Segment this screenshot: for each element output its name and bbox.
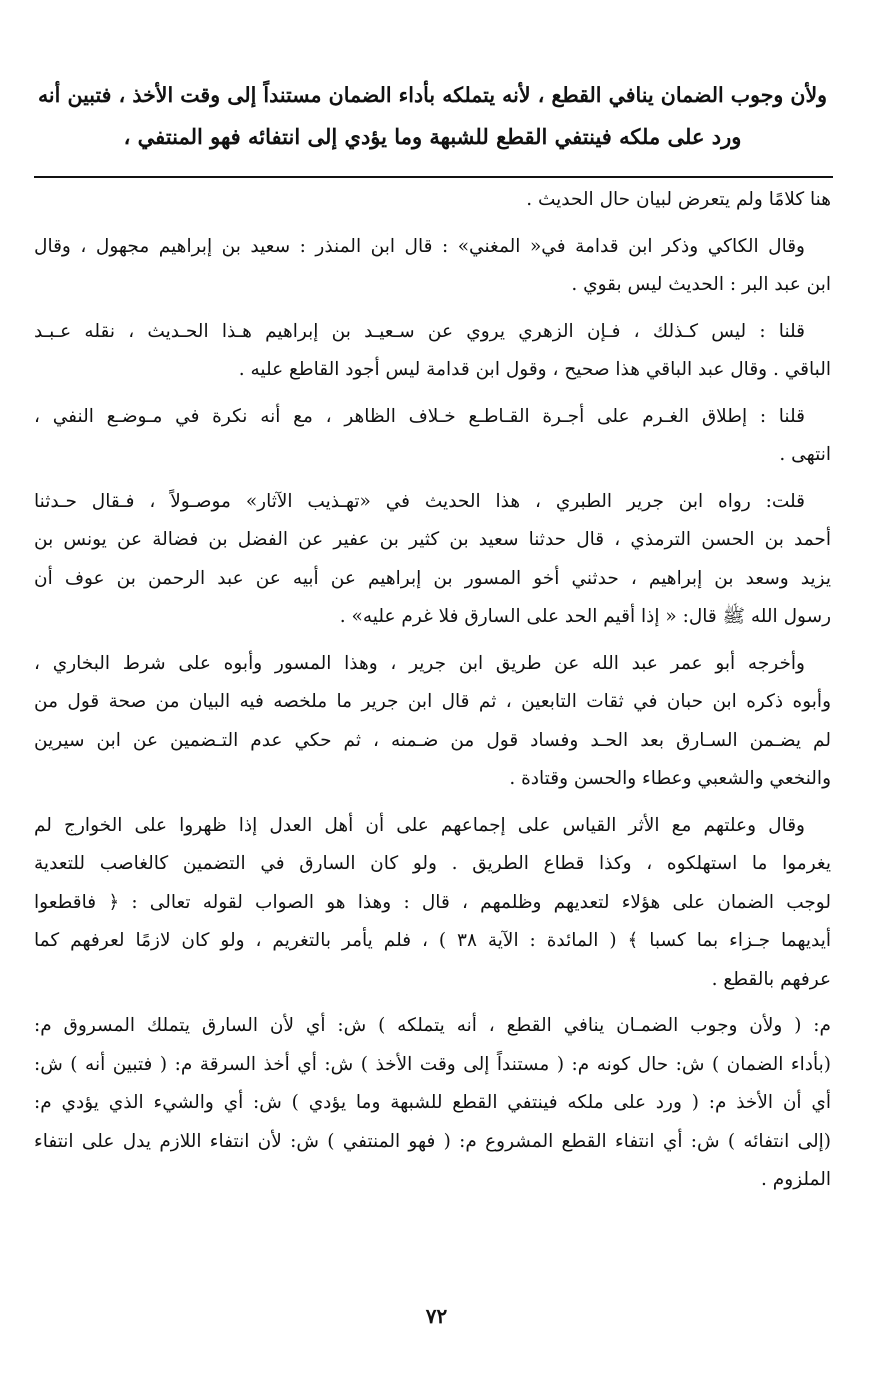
text-line: الملزوم .: [761, 1169, 831, 1190]
paragraph: [34, 1007, 831, 1200]
text-line: قلت: رواه ابن جرير الطبري ، هذا الحديث في «تهـذيب الآثار» موصـولاً ، فـقال حـدثنا: [34, 490, 805, 512]
text-line: عرفهم بالقطع .: [711, 968, 831, 990]
text-line: (إلى انتفائه ) ش: أي انتفاء القطع المشروع م: ( فهو المنتفي ) ش: لأن انتفاء اللازم يدل على انتفاء: [34, 1130, 831, 1152]
text-line: ابن عبد البر : الحديث ليس بقوي .: [571, 274, 831, 295]
paragraph: [34, 483, 831, 637]
text-line: قلنا : إطلاق الغـرم على أجـرة القـاطـع خـلاف الظاهر ، مع أنه نكرة في مـوضـع النفي ،: [34, 405, 805, 427]
text-line: رسول الله ﷺ قال: « إذا أقيم الحد على السارق فلا غرم عليه» .: [339, 606, 831, 627]
separator-rule: [34, 176, 833, 178]
text-line: يغرموا ما استهلكوه ، وكذا قطاع الطريق . ولو كان السارق في التضمين كالغاصب للتعدية: [34, 853, 831, 874]
text-line: وأخرجه أبو عمر عبد الله عن طريق ابن جرير ، وهذا المسور وأبوه على شرط البخاري ،: [34, 652, 805, 674]
text-line: (بأداء الضمان ) ش: حال كونه م: ( مستنداً إلى وقت الأخذ ) ش: أي أخذ السرقة م: ( فتبين أنه ) ش:: [34, 1053, 831, 1075]
paragraph: [34, 398, 831, 475]
text-line: الباقي . وقال عبد الباقي هذا صحيح ، وقول ابن قدامة ليس أجود القاطع عليه .: [238, 359, 831, 380]
text-line: لوجب الضمان على هؤلاء لتعديهم وظلمهم ، قال : وهذا هو الصواب لقوله تعالى : ﴿ فاقطعوا: [34, 891, 831, 913]
matn-line: ولأن وجوب الضمان ينافي القطع ، لأنه يتملكه بأداء الضمان مستنداً إلى وقت الأخذ ، فتبين أنه: [37, 83, 828, 107]
text-line: م: ( ولأن وجوب الضمـان ينافي القطع ، أنه يتملكه ) ش: أي لأن السارق يتملك المسروق م:: [34, 1015, 831, 1036]
paragraph: [34, 228, 831, 305]
text-line: يزيد وسعد بن إبراهيم ، حدثني أخو المسور بن إبراهيم عن أبيه عن عبد الرحمن بن عوف أن: [34, 567, 831, 589]
text-line: والنخعي والشعبي وعطاء والحسن وقتادة .: [509, 768, 831, 789]
text-line: وقال الكاكي وذكر ابن قدامة في« المغني» : قال ابن المنذر : سعيد بن إبراهيم مجهول ، وقال: [34, 235, 805, 257]
matn-header: [32, 74, 833, 158]
text-line: أيديهما جـزاء بما كسبا ﴾ ( المائدة : الآية ٣٨ ) ، فلم يأمر بالتغريم ، ولو كان لازمًا لعرفهم كما: [34, 930, 831, 951]
matn-line: ورد على ملكه فينتفي القطع للشبهة وما يؤدي إلى انتفائه فهو المنتفي ،: [123, 124, 742, 149]
paragraph: [34, 181, 831, 220]
text-line: أي أن الأخذ م: ( ورد على ملكه فينتفي القطع للشبهة وما يؤدي ) ش: أي والشيء الذي يؤدي م:: [34, 1092, 831, 1113]
text-line: انتهى .: [779, 444, 831, 465]
commentary-body: [34, 181, 831, 1208]
paragraph: [34, 645, 831, 799]
text-line: وأبوه ذكره ابن حبان في ثقات التابعين ، ثم قال ابن جرير ما ملخصه فيه البيان من صحة قول من: [34, 691, 831, 712]
paragraph: [34, 313, 831, 390]
text-line: وقال وعلتهم مع الأثر القياس على إجماعهم على أن أهل العدل إذا ظهروا على الخوارج لم: [34, 814, 805, 836]
text-line: أحمد بن الحسن الترمذي ، قال حدثنا سعيد بن كثير بن عفير عن الفضل بن فضالة عن يونس بن: [34, 529, 831, 550]
text-line: هنا كلامًا ولم يتعرض لبيان حال الحديث .: [526, 189, 831, 210]
paragraph: [34, 807, 831, 1000]
page-number: ٧٢: [425, 1304, 448, 1328]
text-line: لم يضـمن السـارق بعد الحـد وفساد قول من ضـمنه ، ثم حكي عدم التـضمين عن ابن سيرين: [34, 729, 831, 751]
text-line: قلنا : ليس كـذلك ، فـإن الزهري يروي عن سـعيـد بن إبراهيم هـذا الحـديث ، نقله عـبـد: [34, 320, 805, 342]
